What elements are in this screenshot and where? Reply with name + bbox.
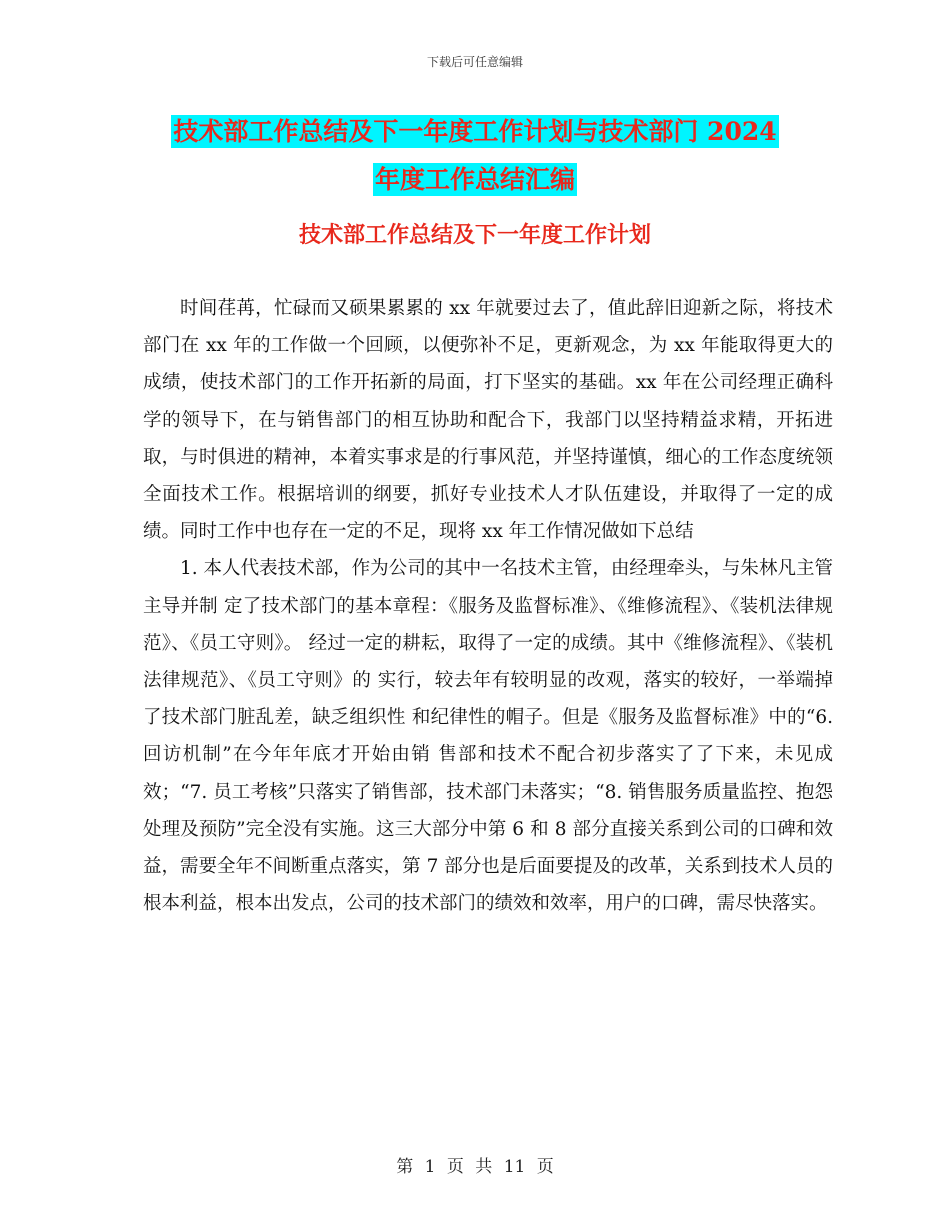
document-title xyxy=(0,108,950,204)
document-title-line-1: 技术部工作总结及下一年度工作计划与技术部门 2024 xyxy=(173,117,777,146)
section-title: 技术部工作总结及下一年度工作计划 xyxy=(298,222,651,248)
header-note: 下载后可任意编辑 xyxy=(426,55,523,69)
page-number: 第 1 页 共 11 页 xyxy=(396,1157,554,1177)
document-title-line-2: 年度工作总结汇编 xyxy=(374,165,575,194)
paragraph-intro: 时间荏苒，忙碌而又硕果累累的 xx 年就要过去了，值此辞旧迎新之际，将技术部门在 xx 年的工作做一个回顾，以便弥补不足，更新观念，为 xx 年能取得更大的成绩，使技术部门的工作开拓新的局面，打下坚实的基础。xx 年在公司经理正确科学的领导下，在与销售部门的相互协助和配合下，我部门以坚持精益求精，开拓进取，与时俱进的精神，本着实事求是的行事风范，并坚持谨慎，细心的工作态度统领全面技术工作。根据培训的纲要，抓好专业技术人才队伍建设，并取得了一定的成绩。同时工作中也存在一定的不足，现将 xx 年工作情况做如下总结 xyxy=(143,298,833,543)
document-body xyxy=(143,290,833,922)
paragraph-item-1: 1. 本人代表技术部，作为公司的其中一名技术主管，由经理牵头，与朱林凡主管主导并制 定了技术部门的基本章程：《服务及监督标准》、《维修流程》、《装机法律规范》、《员工守则》。 经过一定的耕耘，取得了一定的成绩。其中《维修流程》、《装机法律规范》、《员工守则》的 实行，较去年有较明显的改观，落实的较好，一举端掉了技术部门脏乱差，缺乏组织性 和纪律性的帽子。但是《服务及监督标准》中的“6. 回访机制”在今年年底才开始由销 售部和技术不配合初步落实了了下来，未见成效；“7. 员工考核”只落实了销售部，技术部门未落实；“8. 销售服务质量监控、抱怨处理及预防”完全没有实施。这三大部分中第 6 和 8 部分直接关系到公司的口碑和效益，需要全年不间断重点落实，第 7 部分也是后面要提及的改革，关系到技术人员的根本利益，根本出发点，公司的技术部门的绩效和效率，用户的口碑，需尽快落实。 xyxy=(143,558,833,915)
